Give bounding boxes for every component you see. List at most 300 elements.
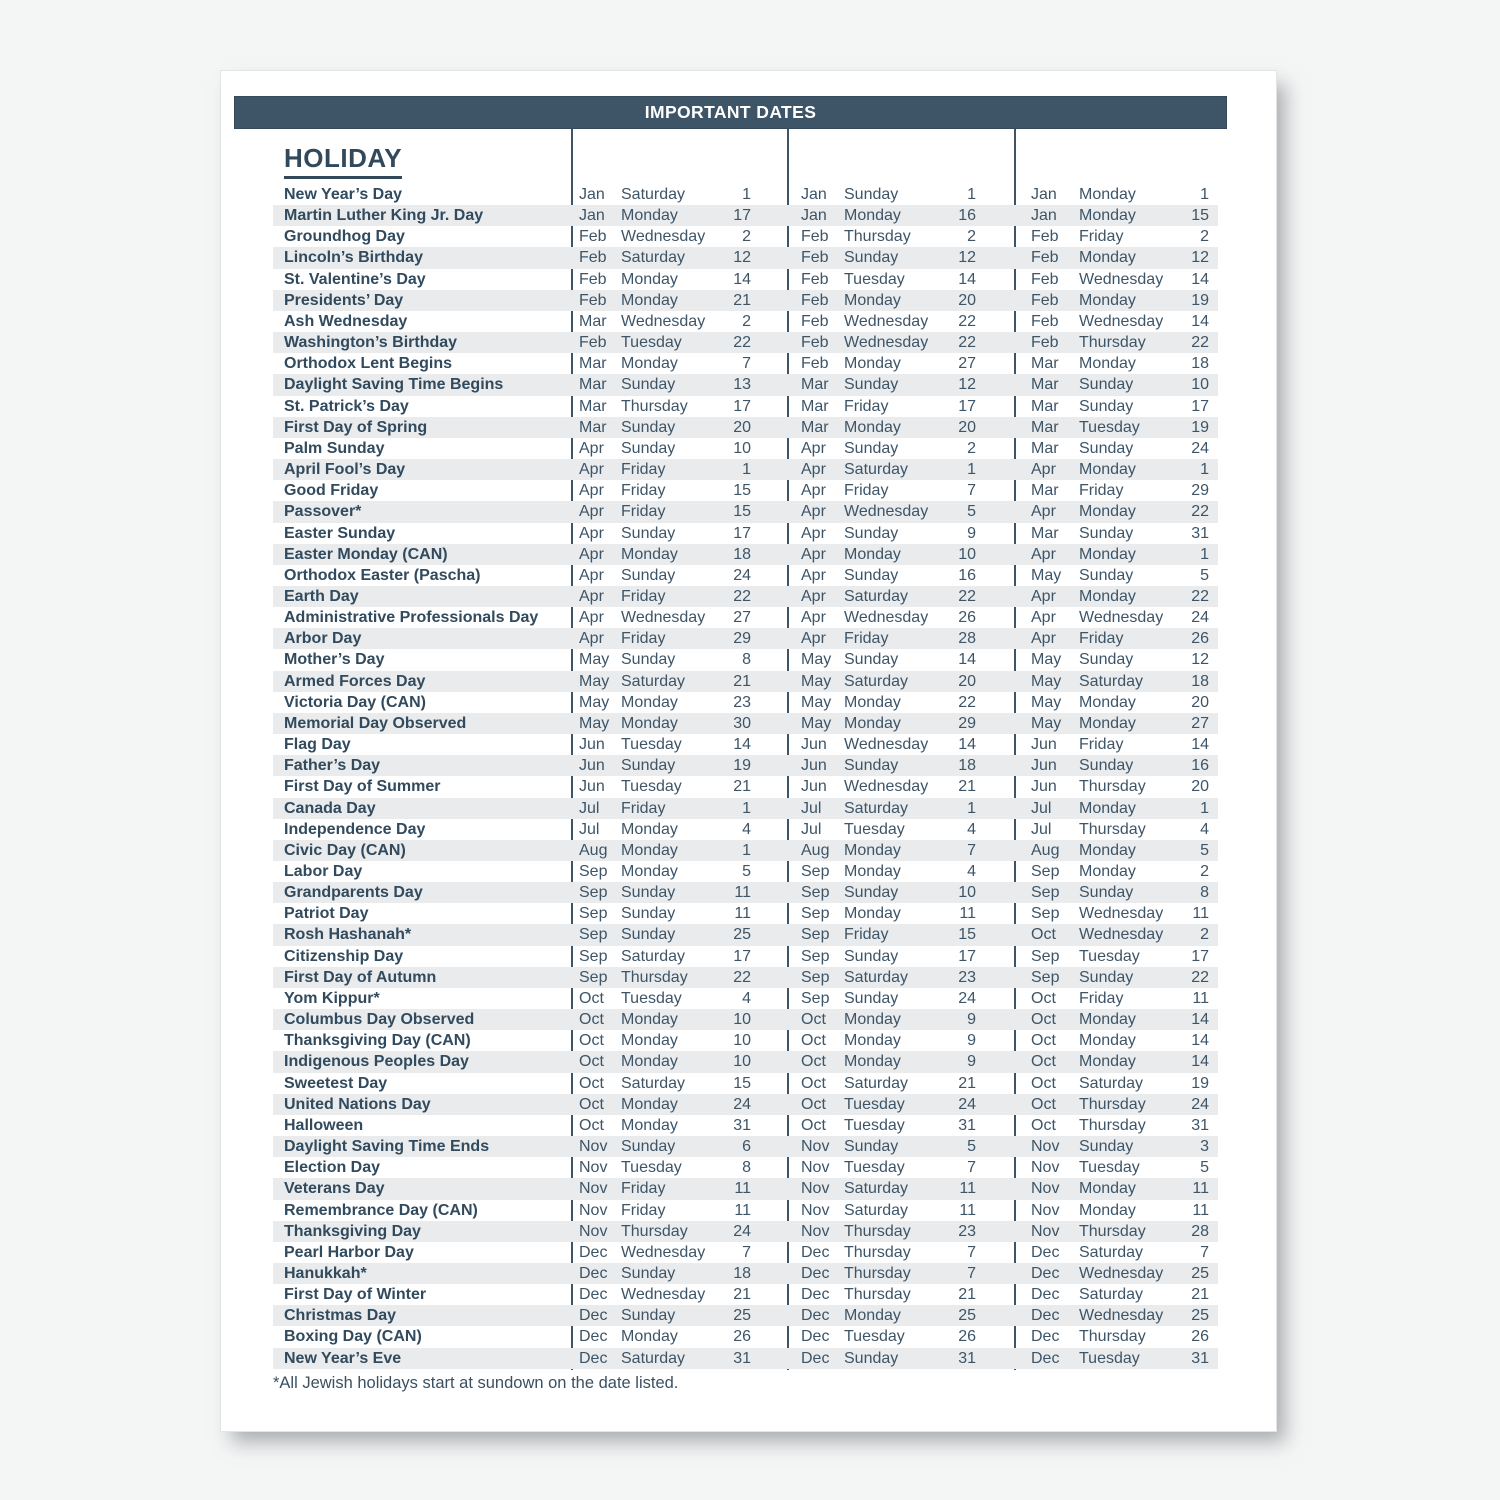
year1-weekday: Sunday [621,566,676,584]
year2-month: Feb [801,312,829,330]
year1-day-number: 25 [733,1307,751,1325]
year3-day-number: 14 [1191,270,1209,288]
year3-month: Feb [1031,312,1059,330]
year3-day-number: 26 [1191,630,1209,648]
year2-day-number: 10 [958,545,976,563]
year3-day-number: 18 [1191,355,1209,373]
year1-weekday: Monday [621,291,678,309]
year2-weekday: Saturday [844,1180,909,1198]
year3-weekday: Monday [1079,863,1136,880]
year3-day-number: 21 [1191,1286,1209,1304]
year1-weekday: Monday [621,545,678,563]
year1-day-number: 21 [733,778,751,796]
year1-month: May [579,693,610,711]
year2-weekday: Friday [844,630,889,648]
year1-day-number: 1 [742,841,751,859]
year2-month: Sep [801,884,830,902]
year3-month: Feb [1031,228,1059,246]
table-row [273,1009,1218,1030]
year2-month: Feb [801,334,829,352]
year1-weekday: Wednesday [621,312,706,330]
year1-weekday: Thursday [621,397,688,415]
year2-month: Jun [801,778,827,796]
table-row [273,713,1218,734]
year3-day-number: 2 [1200,228,1209,246]
year2-day-number: 16 [958,207,976,225]
year1-weekday: Saturday [621,1349,686,1367]
year1-month: Dec [579,1307,608,1325]
year1-month: Feb [579,334,607,352]
year3-day-number: 20 [1191,778,1209,796]
year1-day-number: 24 [733,566,751,584]
year1-weekday: Monday [621,1095,678,1113]
year1-day-number: 27 [733,609,751,627]
table-row [273,1073,1218,1094]
year3-weekday: Wednesday [1079,905,1164,923]
year1-month: Dec [579,1349,608,1367]
year2-day-number: 12 [958,376,976,394]
year2-weekday: Sunday [844,524,899,542]
year1-day-number: 7 [742,1243,751,1261]
year2-day-number: 1 [967,186,976,203]
holiday-name: Thanksgiving Day [284,1222,421,1240]
table-row [273,671,1218,692]
year3-month: Mar [1031,418,1059,436]
table-row [273,247,1218,268]
year2-month: Sep [801,926,830,944]
year3-day-number: 25 [1191,1307,1209,1325]
year1-day-number: 21 [733,1286,751,1304]
year2-day-number: 31 [958,1116,976,1134]
table-row [273,374,1218,395]
year3-month: Nov [1031,1201,1060,1219]
holiday-name: Memorial Day Observed [284,714,467,732]
year3-weekday: Monday [1079,503,1136,521]
year2-weekday: Tuesday [844,270,905,288]
year3-weekday: Monday [1079,291,1136,309]
year3-weekday: Tuesday [1079,947,1140,965]
year3-weekday: Wednesday [1079,926,1164,944]
year2-weekday: Sunday [844,439,899,457]
year2-weekday: Tuesday [844,1095,905,1113]
year1-month: Jul [579,820,600,838]
year3-weekday: Saturday [1079,1286,1144,1304]
year1-day-number: 15 [733,1074,751,1092]
year3-month: Dec [1031,1286,1060,1304]
year1-weekday: Friday [621,482,666,500]
year2-weekday: Saturday [844,587,909,605]
year3-weekday: Tuesday [1079,1159,1140,1177]
year1-month: Feb [579,291,607,309]
year2-month: Feb [801,355,829,373]
year2-month: Feb [801,249,829,267]
year2-weekday: Monday [844,355,901,373]
table-row [273,226,1218,247]
holiday-name: St. Valentine’s Day [284,270,426,288]
year1-month: Oct [579,989,604,1007]
year2-weekday: Friday [844,926,889,944]
year2-day-number: 21 [958,1286,976,1304]
year1-month: Oct [579,1116,604,1134]
year2-weekday: Thursday [844,228,911,246]
table-row [273,1094,1218,1115]
year2-weekday: Sunday [844,651,899,669]
year1-month: Apr [579,630,604,648]
year2-day-number: 22 [958,312,976,330]
year2-month: Apr [801,609,826,627]
year1-weekday: Monday [621,841,678,859]
holiday-name: Daylight Saving Time Begins [284,376,504,394]
holiday-name: Washington’s Birthday [284,334,458,352]
year1-month: Apr [579,566,604,584]
holiday-name: United Nations Day [284,1095,431,1113]
year3-weekday: Monday [1079,355,1136,373]
year1-weekday: Tuesday [621,989,682,1007]
year2-day-number: 1 [967,461,976,479]
year3-weekday: Monday [1079,1053,1136,1071]
year3-month: Nov [1031,1138,1060,1156]
year1-month: Sep [579,947,608,965]
year3-weekday: Monday [1079,714,1136,732]
year2-day-number: 20 [958,672,976,690]
year3-weekday: Friday [1079,630,1124,648]
holiday-name: Yom Kippur* [284,989,380,1007]
year2-weekday: Sunday [844,1138,899,1156]
year2-weekday: Monday [844,863,901,880]
year2-month: Feb [801,291,829,309]
year2-month: Apr [801,503,826,521]
year2-day-number: 5 [967,503,976,521]
year1-day-number: 21 [733,291,751,309]
year3-day-number: 19 [1191,1074,1209,1092]
year3-weekday: Wednesday [1079,312,1164,330]
year1-day-number: 2 [742,312,751,330]
year1-weekday: Monday [621,714,678,732]
holiday-name: Passover* [284,503,362,521]
year3-weekday: Saturday [1079,1243,1144,1261]
year1-weekday: Friday [621,1180,666,1198]
year1-month: Aug [579,841,608,859]
year2-month: Jun [801,757,827,775]
year3-weekday: Sunday [1079,439,1134,457]
year1-day-number: 15 [733,503,751,521]
year2-weekday: Wednesday [844,503,929,521]
year3-day-number: 14 [1191,1053,1209,1071]
table-row [273,819,1218,840]
year1-day-number: 26 [733,1328,751,1346]
year2-month: Dec [801,1349,830,1367]
year1-month: Oct [579,1032,604,1050]
year1-month: Sep [579,884,608,902]
year1-month: Apr [579,524,604,542]
year3-weekday: Sunday [1079,566,1134,584]
year2-month: Apr [801,524,826,542]
year1-weekday: Wednesday [621,1243,706,1261]
year1-month: May [579,672,610,690]
table-row [273,523,1218,544]
year2-weekday: Saturday [844,799,909,817]
year3-weekday: Monday [1079,1180,1136,1198]
year1-day-number: 22 [733,968,751,986]
year2-day-number: 9 [967,1053,976,1071]
holiday-name: Halloween [284,1116,364,1134]
table-row [273,988,1218,1009]
table-row [273,1136,1218,1157]
holiday-name: Patriot Day [284,905,369,923]
year1-month: Dec [579,1286,608,1304]
year1-weekday: Friday [621,587,666,605]
year2-weekday: Wednesday [844,312,929,330]
table-row [273,184,1218,205]
year1-weekday: Monday [621,1116,678,1134]
year2-month: Jul [801,820,822,838]
year1-weekday: Tuesday [621,1159,682,1177]
year2-weekday: Tuesday [844,1328,905,1346]
year3-day-number: 31 [1191,1349,1209,1367]
holiday-name: Boxing Day (CAN) [284,1328,422,1346]
year2-day-number: 11 [959,1180,976,1198]
year2-weekday: Thursday [844,1286,911,1304]
year1-day-number: 19 [733,757,751,775]
year2-weekday: Thursday [844,1243,911,1261]
year3-month: May [1031,714,1062,732]
table-row [273,565,1218,586]
year3-weekday: Monday [1079,1201,1136,1219]
year3-month: Aug [1031,841,1060,859]
year3-month: Dec [1031,1307,1060,1325]
year1-day-number: 1 [742,461,751,479]
year2-month: Mar [801,376,829,394]
year3-day-number: 29 [1191,482,1209,500]
table-row [273,311,1218,332]
holiday-name: Victoria Day (CAN) [284,693,426,711]
table-row [273,1305,1218,1326]
year1-month: Apr [579,482,604,500]
year3-weekday: Friday [1079,989,1124,1007]
year3-day-number: 11 [1192,1201,1209,1219]
year3-day-number: 8 [1200,884,1209,902]
year2-month: Nov [801,1138,830,1156]
year2-month: May [801,651,832,669]
year3-day-number: 22 [1191,503,1209,521]
year3-month: Mar [1031,439,1059,457]
holiday-name: Earth Day [284,587,359,605]
year1-day-number: 24 [733,1222,751,1240]
year1-month: Feb [579,249,607,267]
year2-month: Dec [801,1264,830,1282]
year3-weekday: Wednesday [1079,270,1164,288]
year3-month: Dec [1031,1349,1060,1367]
year2-weekday: Tuesday [844,820,905,838]
table-row [273,840,1218,861]
year1-month: Apr [579,545,604,563]
year3-month: May [1031,566,1062,584]
year3-weekday: Monday [1079,186,1136,203]
year2-day-number: 16 [958,566,976,584]
year3-day-number: 1 [1200,545,1209,563]
table-row [273,353,1218,374]
year3-day-number: 24 [1191,1095,1209,1113]
year1-weekday: Sunday [621,905,676,923]
year2-month: Apr [801,566,826,584]
year2-weekday: Sunday [844,1349,899,1367]
year1-day-number: 30 [733,714,751,732]
year2-day-number: 12 [958,249,976,267]
holiday-name: Orthodox Easter (Pascha) [284,566,481,584]
year1-month: Nov [579,1180,608,1198]
year1-weekday: Monday [621,820,678,838]
table-row [273,269,1218,290]
year1-day-number: 13 [733,376,751,394]
year2-weekday: Sunday [844,566,899,584]
year3-month: Oct [1031,1074,1056,1092]
year2-day-number: 9 [967,1032,976,1050]
year1-month: Dec [579,1264,608,1282]
year1-weekday: Sunday [621,376,676,394]
year1-weekday: Sunday [621,651,676,669]
year2-month: Dec [801,1286,830,1304]
year3-weekday: Monday [1079,841,1136,859]
year1-weekday: Monday [621,1011,678,1029]
year1-month: May [579,651,610,669]
year2-day-number: 26 [958,1328,976,1346]
year1-month: Mar [579,312,607,330]
year3-day-number: 14 [1191,1011,1209,1029]
year3-month: Mar [1031,355,1059,373]
year1-weekday: Sunday [621,1307,676,1325]
holiday-name: Administrative Professionals Day [284,609,539,627]
year1-weekday: Monday [621,693,678,711]
year3-weekday: Friday [1079,736,1124,754]
holiday-name: Mother’s Day [284,651,385,669]
year1-day-number: 17 [733,947,751,965]
year3-month: Feb [1031,249,1059,267]
year1-day-number: 4 [742,989,751,1007]
year2-month: Oct [801,1011,826,1029]
table-row [273,1200,1218,1221]
year3-weekday: Thursday [1079,334,1146,352]
year1-day-number: 12 [733,249,751,267]
year2-month: Nov [801,1222,830,1240]
table-row [273,1051,1218,1072]
year1-day-number: 11 [734,1180,751,1198]
year1-weekday: Monday [621,863,678,880]
year3-month: Jun [1031,757,1057,775]
holiday-name: Easter Sunday [284,524,396,542]
year1-weekday: Saturday [621,672,686,690]
year1-month: Jun [579,757,605,775]
year3-weekday: Sunday [1079,524,1134,542]
year1-month: Sep [579,905,608,923]
year2-weekday: Wednesday [844,334,929,352]
year1-month: Sep [579,968,608,986]
year3-day-number: 12 [1191,249,1209,267]
year3-month: Dec [1031,1328,1060,1346]
year1-day-number: 24 [733,1095,751,1113]
year2-month: Feb [801,228,829,246]
year3-month: Oct [1031,1032,1056,1050]
year2-month: Oct [801,1032,826,1050]
year3-month: Apr [1031,630,1056,648]
holiday-name: First Day of Winter [284,1286,427,1304]
year1-day-number: 6 [742,1138,751,1156]
year3-weekday: Thursday [1079,778,1146,796]
year3-month: Jun [1031,778,1057,796]
holiday-name: Lincoln’s Birthday [284,249,423,267]
year1-month: Apr [579,503,604,521]
table-row [273,1030,1218,1051]
holiday-name: Presidents’ Day [284,291,404,309]
year3-day-number: 18 [1191,672,1209,690]
year3-weekday: Monday [1079,1011,1136,1029]
year3-weekday: Thursday [1079,1222,1146,1240]
year2-day-number: 11 [959,905,976,923]
year1-month: Dec [579,1328,608,1346]
year3-day-number: 17 [1191,397,1209,415]
year3-weekday: Monday [1079,545,1136,563]
year2-month: Dec [801,1328,830,1346]
year2-weekday: Saturday [844,1074,909,1092]
table-row [273,776,1218,797]
year2-day-number: 20 [958,418,976,436]
year2-weekday: Monday [844,545,901,563]
year2-day-number: 2 [967,228,976,246]
year2-month: Feb [801,270,829,288]
table-row [273,755,1218,776]
year3-weekday: Sunday [1079,1138,1134,1156]
table-row [273,967,1218,988]
year3-weekday: Wednesday [1079,1307,1164,1325]
year1-day-number: 31 [733,1116,751,1134]
year2-day-number: 21 [958,778,976,796]
year2-day-number: 25 [958,1307,976,1325]
table-row [273,501,1218,522]
year3-day-number: 31 [1191,524,1209,542]
year1-day-number: 17 [733,524,751,542]
year3-month: Feb [1031,270,1059,288]
year2-day-number: 7 [967,1264,976,1282]
year3-day-number: 28 [1191,1222,1209,1240]
year2-day-number: 2 [967,439,976,457]
year1-month: Feb [579,270,607,288]
year1-month: Mar [579,397,607,415]
year3-month: Nov [1031,1159,1060,1177]
year1-weekday: Friday [621,1201,666,1219]
year2-month: Sep [801,989,830,1007]
year2-weekday: Friday [844,482,889,500]
year1-day-number: 14 [733,270,751,288]
year2-weekday: Monday [844,207,901,225]
year3-day-number: 22 [1191,968,1209,986]
year2-weekday: Thursday [844,1264,911,1282]
year2-day-number: 10 [958,884,976,902]
year1-month: Dec [579,1243,608,1261]
year2-day-number: 23 [958,968,976,986]
year1-month: Jun [579,778,605,796]
year3-day-number: 19 [1191,418,1209,436]
table-row [273,946,1218,967]
year2-month: Sep [801,863,830,880]
year2-day-number: 28 [958,630,976,648]
holiday-name: Independence Day [284,820,426,838]
year3-month: Sep [1031,863,1060,880]
year3-month: Jul [1031,799,1052,817]
year1-month: May [579,714,610,732]
year3-day-number: 10 [1191,376,1209,394]
year2-day-number: 22 [958,587,976,605]
year3-day-number: 4 [1200,820,1209,838]
holiday-name: Labor Day [284,863,363,880]
